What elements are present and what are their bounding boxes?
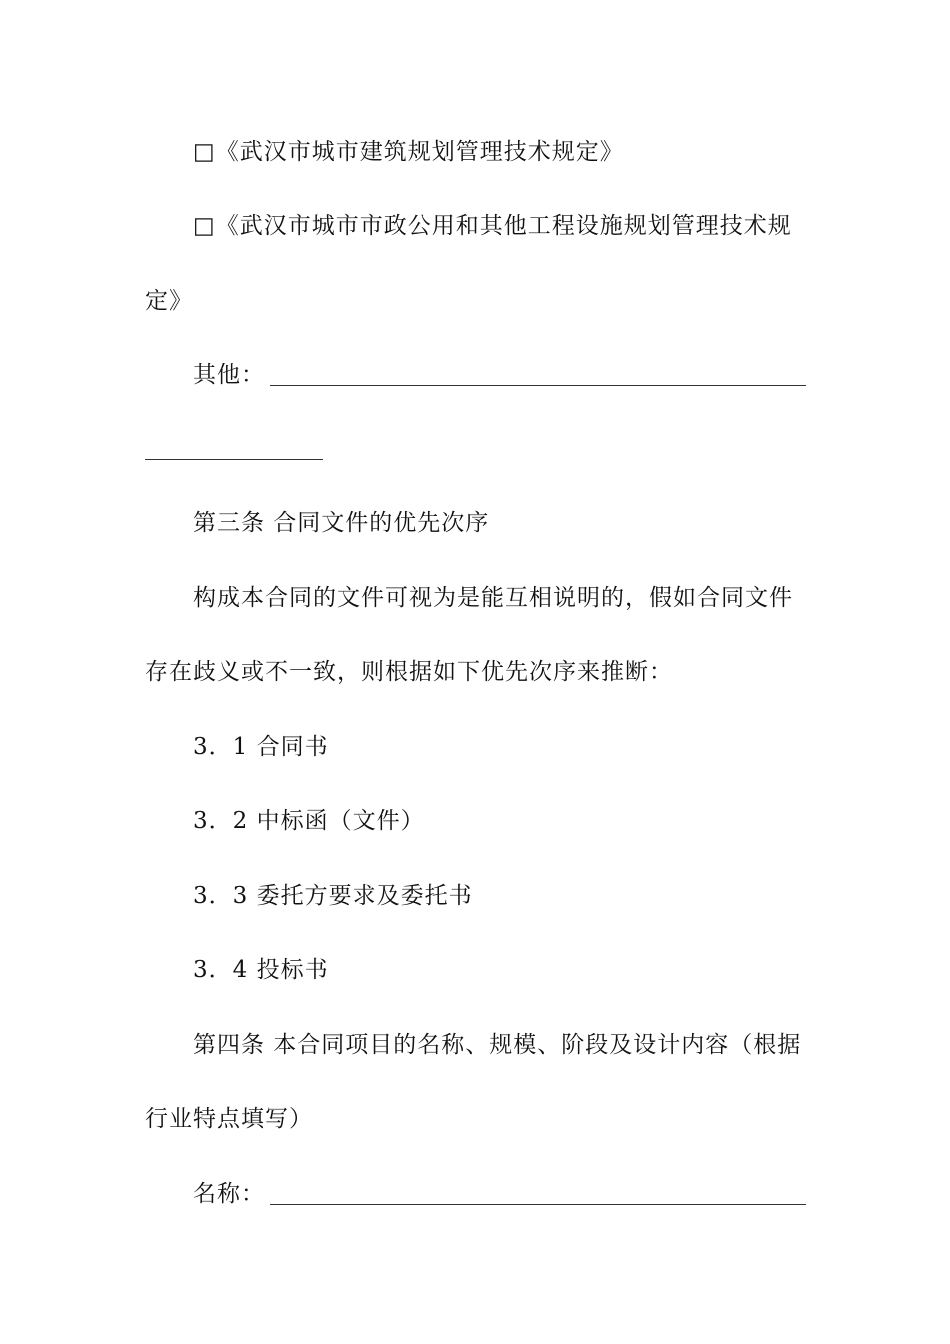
other-fill-line-continued xyxy=(145,459,323,460)
name-label: 名称： xyxy=(193,1181,265,1207)
article-4-heading: 第四条 本合同项目的名称、规模、阶段及设计内容（根据 xyxy=(193,1032,802,1058)
checkbox-item-municipal-regulation-continued: 定》 xyxy=(145,288,193,314)
other-label: 其他： xyxy=(193,362,265,388)
checkbox-item-municipal-regulation: □《武汉市城市市政公用和其他工程设施规划管理技术规 xyxy=(193,213,792,239)
clause-3-3: 3．3 委托方要求及委托书 xyxy=(193,883,473,909)
clause-3-2: 3．2 中标函（文件） xyxy=(193,808,425,834)
article-3-heading: 第三条 合同文件的优先次序 xyxy=(193,510,490,536)
name-fill-line xyxy=(270,1204,806,1205)
clause-3-1: 3．1 合同书 xyxy=(193,734,329,760)
article-3-paragraph: 构成本合同的文件可视为是能互相说明的，假如合同文件 xyxy=(193,585,793,611)
other-fill-line xyxy=(270,385,806,386)
article-3-paragraph-continued: 存在歧义或不一致，则根据如下优先次序来推断： xyxy=(145,659,673,685)
clause-3-4: 3．4 投标书 xyxy=(193,957,329,983)
article-4-heading-continued: 行业特点填写） xyxy=(145,1106,313,1132)
checkbox-item-building-regulation: □《武汉市城市建筑规划管理技术规定》 xyxy=(193,139,624,165)
